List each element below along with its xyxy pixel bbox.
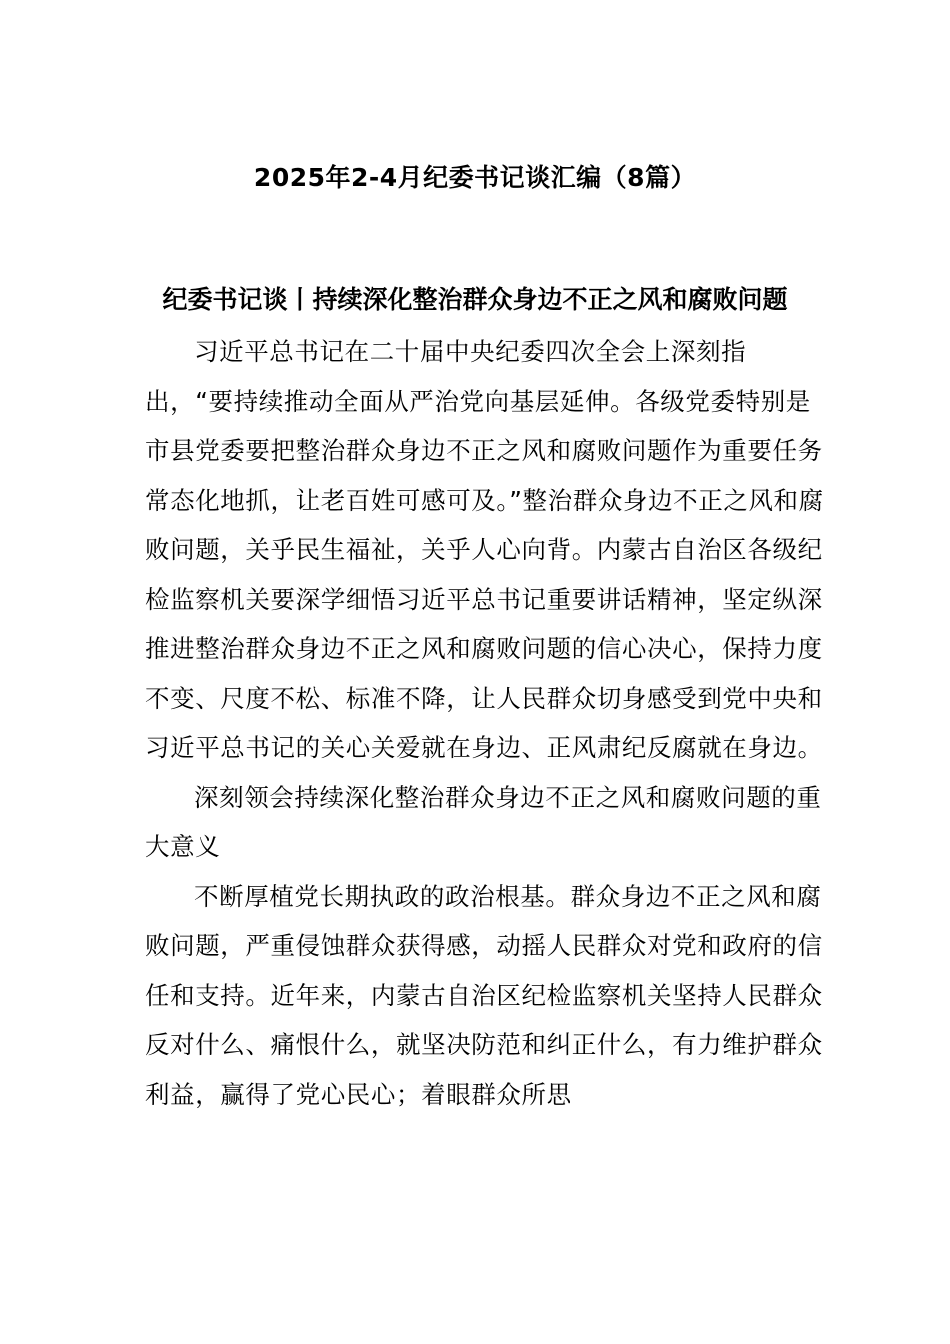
- paragraph-political-foundation: 不断厚植党长期执政的政治根基。群众身边不正之风和腐败问题，严重侵蚀群众获得感，动摇人民群众对党和政府的信任和支持。近年来，内蒙古自治区纪检监察机关坚持人民群众反对什么、痛恨什么，就坚决防范和纠正什么，有力维护群众利益，赢得了党心民心；着眼群众所思: [145, 881, 823, 1109]
- paragraph-intro: 习近平总书记在二十届中央纪委四次全会上深刻指出，“要持续推动全面从严治党向基层延伸。各级党委特别是市县党委要把整治群众身边不正之风和腐败问题作为重要任务常态化地抓，让老百姓可感可及。”整治群众身边不正之风和腐败问题，关乎民生福祉，关乎人心向背。内蒙古自治区各级纪检监察机关要深学细悟习近平总书记重要讲话精神，坚定纵深推进整治群众身边不正之风和腐败问题的信心决心，保持力度不变、尺度不松、标准不降，让人民群众切身感受到党中央和习近平总书记的关心关爱就在身边、正风肃纪反腐就在身边。: [145, 337, 824, 762]
- article-body: [145, 327, 830, 1119]
- article-title: 纪委书记谈丨持续深化整治群众身边不正之风和腐败问题: [162, 285, 788, 314]
- section-heading: 深刻领会持续深化整治群众身边不正之风和腐败问题的重大意义: [145, 782, 822, 861]
- document-title: 2025年2-4月纪委书记谈汇编（8篇）: [253, 163, 697, 192]
